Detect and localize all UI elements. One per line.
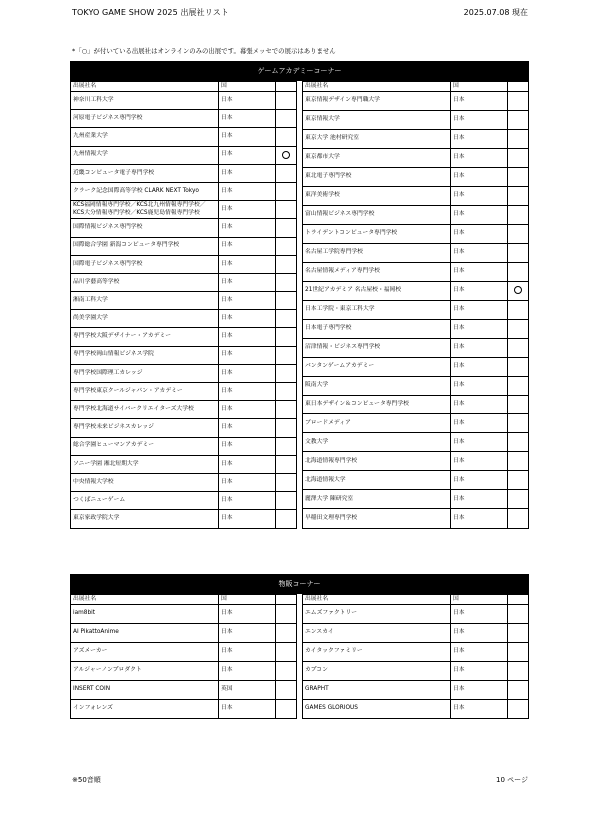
exhibitor-name: エンスカイ	[303, 624, 451, 643]
online-only-mark	[508, 110, 529, 129]
table-row	[303, 148, 529, 167]
table-row	[71, 605, 297, 624]
online-only-mark	[276, 681, 297, 700]
exhibitor-name: 河原電子ビジネス専門学校	[71, 110, 219, 128]
exhibitor-country: 日本	[219, 624, 276, 643]
table-row	[303, 92, 529, 111]
exhibitor-name: 近畿コンピュータ電子専門学校	[71, 164, 219, 182]
table-row	[71, 92, 297, 110]
exhibitor-country: 日本	[451, 643, 508, 662]
table-row	[303, 300, 529, 319]
table-row	[71, 437, 297, 455]
exhibitor-country: 日本	[219, 643, 276, 662]
table-row	[303, 681, 529, 700]
col-header-name: 出展社名	[303, 595, 451, 605]
online-only-mark	[508, 281, 529, 300]
col-header-name: 出展社名	[71, 82, 219, 92]
online-only-mark	[276, 364, 297, 382]
exhibitor-name: 日本工学院・東京工科大学	[303, 300, 451, 319]
exhibitor-name: 九州情報大学	[71, 146, 219, 164]
exhibitor-country: 日本	[219, 273, 276, 291]
table-row	[303, 662, 529, 681]
exhibitor-name: 品川学藝高等学校	[71, 273, 219, 291]
exhibitor-name: 尚美学園大学	[71, 310, 219, 328]
exhibitor-country: 日本	[219, 292, 276, 310]
exhibitor-country: 日本	[451, 243, 508, 262]
online-only-circle-icon	[282, 151, 290, 159]
online-only-mark	[508, 243, 529, 262]
online-only-mark	[276, 237, 297, 255]
exhibitor-country: 日本	[451, 148, 508, 167]
online-only-mark	[276, 401, 297, 419]
table-row	[303, 643, 529, 662]
online-only-mark	[276, 328, 297, 346]
online-only-mark	[276, 419, 297, 437]
exhibitor-name: 北海道情報専門学校	[303, 452, 451, 471]
exhibitor-name: 東京都市大学	[303, 148, 451, 167]
table-row	[71, 419, 297, 437]
exhibitor-country: 日本	[451, 281, 508, 300]
exhibitor-name: 中央情報大学校	[71, 473, 219, 491]
exhibitor-country: 日本	[451, 167, 508, 186]
table-row	[71, 164, 297, 182]
exhibitor-name: 東京家政学院大学	[71, 510, 219, 528]
exhibitor-name: 神奈川工科大学	[71, 92, 219, 110]
exhibitor-country: 日本	[219, 255, 276, 273]
online-only-mark	[508, 414, 529, 433]
exhibitor-country: 日本	[219, 110, 276, 128]
exhibitor-country: 日本	[451, 205, 508, 224]
table-row	[303, 700, 529, 719]
online-only-mark	[276, 662, 297, 681]
online-only-mark	[508, 643, 529, 662]
online-only-mark	[508, 509, 529, 528]
exhibitor-country: 英国	[219, 681, 276, 700]
online-only-mark	[276, 92, 297, 110]
online-only-mark	[276, 346, 297, 364]
exhibitor-country: 日本	[219, 182, 276, 200]
exhibitor-country: 日本	[451, 395, 508, 414]
online-only-mark	[276, 643, 297, 662]
exhibitor-country: 日本	[451, 376, 508, 395]
exhibitor-country: 日本	[451, 224, 508, 243]
merch-table-right	[302, 594, 529, 719]
exhibitor-country: 日本	[219, 201, 276, 219]
exhibitor-country: 日本	[451, 110, 508, 129]
col-header-online	[508, 595, 529, 605]
table-row	[303, 624, 529, 643]
exhibitor-name: つくばニューゲーム	[71, 492, 219, 510]
table-row	[71, 473, 297, 491]
col-header-country: 国	[451, 82, 508, 92]
exhibitor-name: インフォレンズ	[71, 700, 219, 719]
table-row	[71, 700, 297, 719]
online-only-mark	[508, 357, 529, 376]
online-only-mark	[276, 624, 297, 643]
online-only-mark	[508, 662, 529, 681]
table-row	[303, 414, 529, 433]
table-row	[71, 182, 297, 200]
exhibitor-country: 日本	[219, 310, 276, 328]
exhibitor-country: 日本	[451, 452, 508, 471]
col-header-country: 国	[219, 82, 276, 92]
table-row	[303, 338, 529, 357]
exhibitor-country: 日本	[219, 492, 276, 510]
online-only-mark	[276, 510, 297, 528]
exhibitor-country: 日本	[451, 129, 508, 148]
table-row	[303, 395, 529, 414]
exhibitor-country: 日本	[451, 509, 508, 528]
online-only-mark	[276, 437, 297, 455]
table-row	[303, 471, 529, 490]
online-only-mark	[276, 455, 297, 473]
table-row	[303, 452, 529, 471]
online-only-mark	[508, 395, 529, 414]
table-row	[71, 681, 297, 700]
online-only-mark	[276, 219, 297, 237]
exhibitor-country: 日本	[451, 433, 508, 452]
table-row	[303, 281, 529, 300]
exhibitor-name: 名古屋工学院専門学校	[303, 243, 451, 262]
online-only-mark	[508, 129, 529, 148]
exhibitor-country: 日本	[219, 383, 276, 401]
table-row	[71, 624, 297, 643]
online-only-mark	[508, 700, 529, 719]
game-academy-table-right	[302, 81, 529, 529]
exhibitor-name: iam8bit	[71, 605, 219, 624]
table-row	[71, 643, 297, 662]
table-row	[303, 509, 529, 528]
table-row	[71, 401, 297, 419]
online-only-mark	[508, 624, 529, 643]
exhibitor-country: 日本	[451, 700, 508, 719]
exhibitor-country: 日本	[219, 473, 276, 491]
online-note: *「○」が付いている出展社はオンラインのみの出展です。幕張メッセでの展示はありません	[72, 47, 336, 55]
game-academy-section	[70, 61, 529, 529]
table-row	[303, 262, 529, 281]
online-only-mark	[276, 700, 297, 719]
exhibitor-country: 日本	[451, 357, 508, 376]
table-row	[71, 219, 297, 237]
online-only-mark	[276, 310, 297, 328]
online-only-mark	[276, 164, 297, 182]
online-only-mark	[276, 473, 297, 491]
online-only-mark	[508, 433, 529, 452]
table-row	[303, 110, 529, 129]
online-only-mark	[508, 490, 529, 509]
table-row	[303, 319, 529, 338]
merch-section	[70, 574, 529, 719]
table-row	[71, 662, 297, 681]
merch-title: 物販コーナー	[70, 574, 529, 594]
exhibitor-name: 専門学校北海道サイバークリエイターズ大学校	[71, 401, 219, 419]
online-only-mark	[276, 182, 297, 200]
online-only-mark	[508, 319, 529, 338]
exhibitor-name: GAMES GLORIOUS	[303, 700, 451, 719]
online-only-mark	[508, 92, 529, 111]
exhibitor-name: クラーク記念国際高等学校 CLARK NEXT Tokyo	[71, 182, 219, 200]
table-row	[71, 201, 297, 219]
table-row	[71, 273, 297, 291]
exhibitor-name: 国際総合学園 新潟コンピュータ専門学校	[71, 237, 219, 255]
exhibitor-country: 日本	[451, 471, 508, 490]
table-row	[71, 292, 297, 310]
online-only-mark	[508, 167, 529, 186]
exhibitor-name: 湘南工科大学	[71, 292, 219, 310]
exhibitor-name: KCS福岡情報専門学校／KCS北九州情報専門学校／KCS大分情報専門学校／KCS鹿児島情報専門学校	[71, 201, 219, 219]
table-row	[71, 146, 297, 164]
game-academy-title: ゲームアカデミーコーナー	[70, 61, 529, 81]
exhibitor-name: アズメーカー	[71, 643, 219, 662]
col-header-name: 出展社名	[71, 595, 219, 605]
online-only-mark	[276, 201, 297, 219]
exhibitor-name: 専門学校東京クールジャパン・アカデミー	[71, 383, 219, 401]
col-header-country: 国	[451, 595, 508, 605]
exhibitor-country: 日本	[219, 92, 276, 110]
exhibitor-name: 富山情報ビジネス専門学校	[303, 205, 451, 224]
online-only-mark	[508, 262, 529, 281]
exhibitor-name: GRAPHT	[303, 681, 451, 700]
table-row	[71, 510, 297, 528]
exhibitor-country: 日本	[451, 92, 508, 111]
online-only-mark	[508, 148, 529, 167]
document-title: TOKYO GAME SHOW 2025 出展社リスト	[72, 8, 229, 17]
exhibitor-name: エムズファクトリー	[303, 605, 451, 624]
table-row	[303, 205, 529, 224]
footer-page-number: 10 ページ	[496, 776, 528, 784]
exhibitor-name: カイタックファミリー	[303, 643, 451, 662]
online-only-mark	[276, 492, 297, 510]
exhibitor-name: 専門学校岡山情報ビジネス学院	[71, 346, 219, 364]
exhibitor-name: 北海道情報大学	[303, 471, 451, 490]
table-row	[71, 492, 297, 510]
exhibitor-country: 日本	[219, 510, 276, 528]
exhibitor-name: 麗澤大学 陳研究室	[303, 490, 451, 509]
online-only-mark	[276, 273, 297, 291]
table-row	[303, 243, 529, 262]
online-only-mark	[276, 383, 297, 401]
exhibitor-name: 文教大学	[303, 433, 451, 452]
exhibitor-name: 専門学校未来ビジネスカレッジ	[71, 419, 219, 437]
exhibitor-name: 東北電子専門学校	[303, 167, 451, 186]
online-only-mark	[508, 224, 529, 243]
table-row	[303, 224, 529, 243]
exhibitor-name: 東京情報大学	[303, 110, 451, 129]
online-only-mark	[508, 452, 529, 471]
online-only-mark	[508, 471, 529, 490]
col-header-name: 出展社名	[303, 82, 451, 92]
exhibitor-name: 東日本デザイン＆コンピュータ専門学校	[303, 395, 451, 414]
exhibitor-country: 日本	[451, 624, 508, 643]
exhibitor-name: 東京大学 池村研究室	[303, 129, 451, 148]
table-row	[71, 237, 297, 255]
online-only-mark	[508, 681, 529, 700]
exhibitor-name: トライデントコンピュータ専門学校	[303, 224, 451, 243]
col-header-online	[276, 595, 297, 605]
exhibitor-country: 日本	[451, 681, 508, 700]
exhibitor-name: バンタンゲームアカデミー	[303, 357, 451, 376]
online-only-mark	[508, 186, 529, 205]
table-row	[303, 167, 529, 186]
exhibitor-name: 九州産業大学	[71, 128, 219, 146]
online-only-mark	[508, 338, 529, 357]
exhibitor-name: 専門学校大阪デザイナー・アカデミー	[71, 328, 219, 346]
online-only-mark	[276, 128, 297, 146]
table-row	[71, 364, 297, 382]
table-row	[71, 346, 297, 364]
online-only-mark	[276, 110, 297, 128]
exhibitor-name: 東京情報デザイン専門職大学	[303, 92, 451, 111]
exhibitor-name: 日本電子専門学校	[303, 319, 451, 338]
exhibitor-name: 21世紀アカデミア 名古屋校・福岡校	[303, 281, 451, 300]
exhibitor-name: 阪南大学	[303, 376, 451, 395]
online-only-mark	[508, 376, 529, 395]
table-row	[71, 328, 297, 346]
game-academy-table-left	[70, 81, 297, 529]
exhibitor-name: 専門学校国際理工カレッジ	[71, 364, 219, 382]
exhibitor-country: 日本	[219, 662, 276, 681]
table-row	[71, 455, 297, 473]
exhibitor-name: ソニー学園 湘北短期大学	[71, 455, 219, 473]
table-row	[303, 186, 529, 205]
exhibitor-country: 日本	[219, 401, 276, 419]
exhibitor-name: ブロードメディア	[303, 414, 451, 433]
online-only-mark	[276, 146, 297, 164]
merch-table-left	[70, 594, 297, 719]
exhibitor-name: アルジャーノンプロダクト	[71, 662, 219, 681]
exhibitor-country: 日本	[451, 186, 508, 205]
exhibitor-name: 名古屋情報メディア専門学校	[303, 262, 451, 281]
exhibitor-country: 日本	[451, 662, 508, 681]
exhibitor-name: 国際電子ビジネス専門学校	[71, 255, 219, 273]
exhibitor-country: 日本	[219, 419, 276, 437]
online-only-mark	[508, 300, 529, 319]
table-row	[71, 110, 297, 128]
col-header-online	[508, 82, 529, 92]
exhibitor-country: 日本	[219, 605, 276, 624]
footer-order-note: ※50音順	[72, 776, 101, 784]
table-row	[303, 376, 529, 395]
exhibitor-country: 日本	[451, 319, 508, 338]
exhibitor-name: AI PikattoAnime	[71, 624, 219, 643]
exhibitor-country: 日本	[451, 490, 508, 509]
exhibitor-country: 日本	[219, 455, 276, 473]
exhibitor-country: 日本	[219, 437, 276, 455]
exhibitor-name: 沼津情報・ビジネス専門学校	[303, 338, 451, 357]
table-row	[303, 129, 529, 148]
exhibitor-country: 日本	[219, 364, 276, 382]
exhibitor-country: 日本	[219, 164, 276, 182]
exhibitor-country: 日本	[451, 338, 508, 357]
online-only-mark	[508, 205, 529, 224]
online-only-mark	[276, 255, 297, 273]
table-row	[71, 128, 297, 146]
table-row	[71, 310, 297, 328]
exhibitor-country: 日本	[219, 700, 276, 719]
online-only-mark	[276, 292, 297, 310]
table-row	[71, 383, 297, 401]
exhibitor-country: 日本	[219, 146, 276, 164]
col-header-online	[276, 82, 297, 92]
exhibitor-name: カプコン	[303, 662, 451, 681]
exhibitor-name: 国際情報ビジネス専門学校	[71, 219, 219, 237]
exhibitor-name: 早稲田文理専門学校	[303, 509, 451, 528]
exhibitor-country: 日本	[219, 237, 276, 255]
exhibitor-country: 日本	[451, 605, 508, 624]
col-header-country: 国	[219, 595, 276, 605]
exhibitor-country: 日本	[451, 414, 508, 433]
exhibitor-country: 日本	[451, 300, 508, 319]
table-row	[71, 255, 297, 273]
table-row	[303, 605, 529, 624]
exhibitor-country: 日本	[219, 219, 276, 237]
exhibitor-name: INSERT COIN	[71, 681, 219, 700]
exhibitor-country: 日本	[219, 128, 276, 146]
online-only-mark	[508, 605, 529, 624]
exhibitor-name: 東洋美術学校	[303, 186, 451, 205]
online-only-circle-icon	[514, 286, 522, 294]
exhibitor-country: 日本	[219, 328, 276, 346]
table-row	[303, 357, 529, 376]
exhibitor-name: 総合学園ヒューマンアカデミー	[71, 437, 219, 455]
table-row	[303, 433, 529, 452]
exhibitor-country: 日本	[451, 262, 508, 281]
exhibitor-country: 日本	[219, 346, 276, 364]
online-only-mark	[276, 605, 297, 624]
document-date: 2025.07.08 現在	[463, 8, 528, 17]
table-row	[303, 490, 529, 509]
